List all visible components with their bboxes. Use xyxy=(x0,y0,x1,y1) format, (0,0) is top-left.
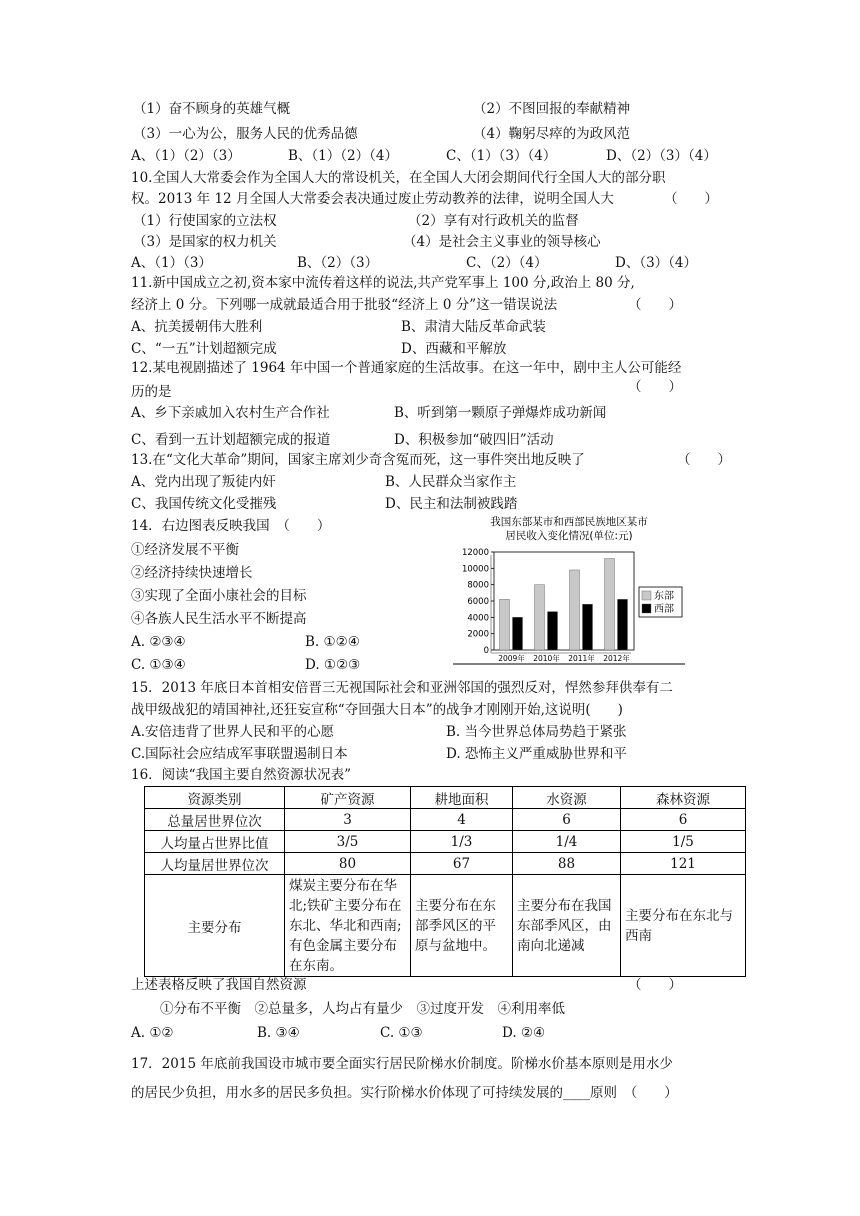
table-cell: 主要分布在东北与西南 xyxy=(621,875,746,977)
q13-choice-a: A、党内出现了叛徒内奸 xyxy=(131,474,276,490)
chart-x-tick-label: 2011年 xyxy=(568,654,595,663)
q10-choice-a: A、（1）（3） xyxy=(131,255,212,271)
chart-x-tick-label: 2009年 xyxy=(498,654,525,663)
q13-choice-d: D、民主和法制被践踏 xyxy=(385,496,518,512)
table-header-cell: 森林资源 xyxy=(621,787,746,809)
q14-choice-b: B. ①②④ xyxy=(305,634,360,650)
q10-stem-line-1: 10.全国人大常委会作为全国人大的常设机关，在全国人大闭会期间代行全国人大的部分职 xyxy=(131,170,666,186)
table-cell: 67 xyxy=(411,853,513,875)
chart-legend-label: 东部 xyxy=(654,591,674,602)
q9-option-1: （1）奋不顾身的英雄气概 xyxy=(133,101,291,117)
chart-legend-swatch xyxy=(642,604,651,613)
q12-choice-c: C、看到一五计划超额完成的报道 xyxy=(131,432,331,448)
q16-choice-d: D. ②④ xyxy=(502,1025,546,1041)
q9-choice-b: B、（1）（2）（4） xyxy=(288,148,398,164)
q10-choice-c: C、（2）（4） xyxy=(466,255,548,271)
q12-answer-paren: （ ） xyxy=(628,379,682,395)
table-cell: 3/5 xyxy=(285,831,411,853)
q10-option-2: （2）享有对行政机关的监督 xyxy=(408,213,579,229)
table-row xyxy=(145,853,746,875)
q10-option-3: （3）是国家的权力机关 xyxy=(133,234,277,250)
chart-y-tick-label: 6000 xyxy=(467,597,489,607)
table-cell: 80 xyxy=(285,853,411,875)
chart-bar-west xyxy=(548,612,558,650)
q12-stem-line-1: 12.某电视剧描述了 1964 年中国一个普通家庭的生活故事。在这一年中，剧中主人公可能经 xyxy=(131,360,682,376)
table-cell: 3 xyxy=(285,809,411,831)
q16-answer-paren: （ ） xyxy=(628,977,682,993)
q16-choice-c: C. ①③ xyxy=(380,1025,423,1041)
chart-legend-swatch xyxy=(642,591,651,600)
q17-stem-line-1: 17．2015 年底前我国设市城市要全面实行居民阶梯水价制度。阶梯水价基本原则是用水少 xyxy=(131,1056,673,1072)
q14-choice-c: C. ①③④ xyxy=(131,657,186,673)
table-cell: 人均量居世界位次 xyxy=(145,853,285,875)
table-cell: 1/3 xyxy=(411,831,513,853)
q10-stem-line-2: 权。2013 年 12 月全国人大常委会表决通过废止劳动教养的法律，说明全国人大 xyxy=(131,191,614,207)
q15-stem-line-1: 15．2013 年底日本首相安倍晋三无视国际社会和亚洲邻国的强烈反对，悍然参拜供奉有二 xyxy=(131,680,673,696)
q15-choice-b: B. 当今世界总体局势趋于紧张 xyxy=(446,724,627,740)
q16-after-table: 上述表格反映了我国自然资源 xyxy=(131,977,307,993)
table-cell: 6 xyxy=(513,809,621,831)
table-header-cell: 水资源 xyxy=(513,787,621,809)
q17-stem-line-2: 的居民少负担，用水多的居民多负担。实行阶梯水价体现了可持续发展的____原则 （ ） xyxy=(131,1085,678,1101)
q13-choice-b: B、人民群众当家作主 xyxy=(385,474,517,490)
q11-stem-line-2: 经济上 0 分。下列哪一成就最适合用于批驳“经济上 0 分”这一错误说法 xyxy=(131,297,558,313)
q10-answer-paren: （ ） xyxy=(664,191,718,207)
q11-choice-b: B、肃清大陆反革命武装 xyxy=(401,319,546,335)
table-cell: 121 xyxy=(621,853,746,875)
q14-option-3: ③实现了全面小康社会的目标 xyxy=(131,588,307,604)
chart-y-tick-label: 10000 xyxy=(461,564,489,575)
q10-option-4: （4）是社会主义事业的领导核心 xyxy=(403,234,601,250)
chart-x-tick-label: 2012年 xyxy=(603,654,630,663)
chart-bar-east xyxy=(605,559,615,650)
q14-option-4: ④各族人民生活水平不断提高 xyxy=(131,611,307,627)
q16-choice-b: B. ③④ xyxy=(257,1025,300,1041)
table-cell: 1/5 xyxy=(621,831,746,853)
chart-y-tick-label: 4000 xyxy=(467,613,489,624)
q16-stem: 16．阅读“我国主要自然资源状况表” xyxy=(131,767,351,783)
q14-choice-a: A. ②③④ xyxy=(131,634,186,650)
table-cell: 主要分布 xyxy=(145,875,285,977)
chart-bar-west xyxy=(513,617,523,650)
q9-choice-a: A、（1）（2）（3） xyxy=(131,148,241,164)
q14-option-1: ①经济发展不平衡 xyxy=(131,542,239,558)
table-row xyxy=(145,831,746,853)
chart-y-tick-label: 0 xyxy=(483,646,489,656)
table-cell: 1/4 xyxy=(513,831,621,853)
q11-choice-a: A、抗美援朝伟大胜利 xyxy=(131,319,263,335)
q11-answer-paren: （ ） xyxy=(628,297,682,313)
chart-y-tick-label: 8000 xyxy=(467,580,489,591)
chart-bar-east xyxy=(535,585,545,650)
table-cell: 总量居世界位次 xyxy=(145,809,285,831)
table-header-row xyxy=(145,787,746,809)
chart-bar-west xyxy=(618,599,628,650)
income-bar-chart-svg xyxy=(453,514,685,666)
q15-stem-line-2: 战甲级战犯的靖国神社,还狂妄宣称“夺回强大日本”的战争才刚刚开始,这说明( ) xyxy=(131,702,623,718)
q15-choice-a: A.安倍违背了世界人民和平的心愿 xyxy=(131,724,335,740)
q13-choice-c: C、我国传统文化受摧残 xyxy=(131,496,277,512)
table-cell: 人均量占世界比值 xyxy=(145,831,285,853)
q11-choice-d: D、西藏和平解放 xyxy=(401,341,507,357)
chart-bar-west xyxy=(583,604,593,650)
table-header-cell: 资源类别 xyxy=(145,787,285,809)
table-row xyxy=(145,809,746,831)
table-header-cell: 矿产资源 xyxy=(285,787,411,809)
q10-choice-b: B、（2）（3） xyxy=(297,255,379,271)
table-header-cell: 耕地面积 xyxy=(411,787,513,809)
q14-stem: 14．右边图表反映我国 （ ） xyxy=(131,518,331,534)
chart-y-tick-label: 12000 xyxy=(461,548,489,558)
q12-stem-line-2: 历的是 xyxy=(131,384,172,400)
chart-title-line-2: 居民收入变化情况(单位:元) xyxy=(505,530,633,542)
natural-resources-table xyxy=(144,786,746,977)
chart-legend-label: 西部 xyxy=(654,604,674,615)
q12-choice-b: B、听到第一颗原子弹爆炸成功新闻 xyxy=(394,405,607,421)
table-cell: 主要分布在东部季风区的平原与盆地中。 xyxy=(411,875,513,977)
chart-x-tick-label: 2010年 xyxy=(533,654,560,663)
q9-choice-c: C、（1）（3）（4） xyxy=(446,148,557,164)
income-bar-chart xyxy=(453,514,685,666)
table-cell: 主要分布在我国东部季风区，由南向北递减 xyxy=(513,875,621,977)
table-cell: 煤炭主要分布在华北;铁矿主要分布在东北、华北和西南;有色金属主要分布在东南。 xyxy=(285,875,411,977)
chart-y-tick-label: 2000 xyxy=(467,629,489,640)
q11-choice-c: C、“一五”计划超额完成 xyxy=(131,341,277,357)
q9-option-2: （2）不图回报的奉献精神 xyxy=(473,101,631,117)
q9-choice-d: D、（2）（3）（4） xyxy=(606,148,717,164)
q16-options: ①分布不平衡 ②总量多，人均占有量少 ③过度开发 ④利用率低 xyxy=(160,1001,565,1017)
table-cell: 4 xyxy=(411,809,513,831)
chart-title-line-1: 我国东部某市和西部民族地区某市 xyxy=(490,516,648,528)
table-cell: 6 xyxy=(621,809,746,831)
q12-choice-d: D、积极参加“破四旧”活动 xyxy=(394,432,554,448)
q13-answer-paren: （ ） xyxy=(677,452,731,468)
table-row-distribution xyxy=(145,875,746,977)
q12-choice-a: A、乡下亲戚加入农村生产合作社 xyxy=(131,405,330,421)
q14-choice-d: D. ①②③ xyxy=(305,657,361,673)
chart-bar-east xyxy=(500,599,510,650)
chart-bar-east xyxy=(570,570,580,650)
q13-stem: 13.在“文化大革命”期间，国家主席刘少奇含冤而死，这一事件突出地反映了 xyxy=(131,452,585,468)
q10-choice-d: D、（3）（4） xyxy=(615,255,698,271)
q14-option-2: ②经济持续快速增长 xyxy=(131,565,253,581)
q9-option-4: （4）鞠躬尽瘁的为政风范 xyxy=(473,126,631,142)
q15-choice-c: C.国际社会应结成军事联盟遏制日本 xyxy=(131,746,348,762)
table-cell: 88 xyxy=(513,853,621,875)
q10-option-1: （1）行使国家的立法权 xyxy=(133,213,277,229)
q16-choice-a: A. ①② xyxy=(131,1025,174,1041)
q11-stem-line-1: 11.新中国成立之初,资本家中流传着这样的说法,共产党军事上 100 分,政治上 80 分, xyxy=(131,275,635,291)
q9-option-3: （3）一心为公，服务人民的优秀品德 xyxy=(133,126,358,142)
q15-choice-d: D. 恐怖主义严重威胁世界和平 xyxy=(446,746,627,762)
